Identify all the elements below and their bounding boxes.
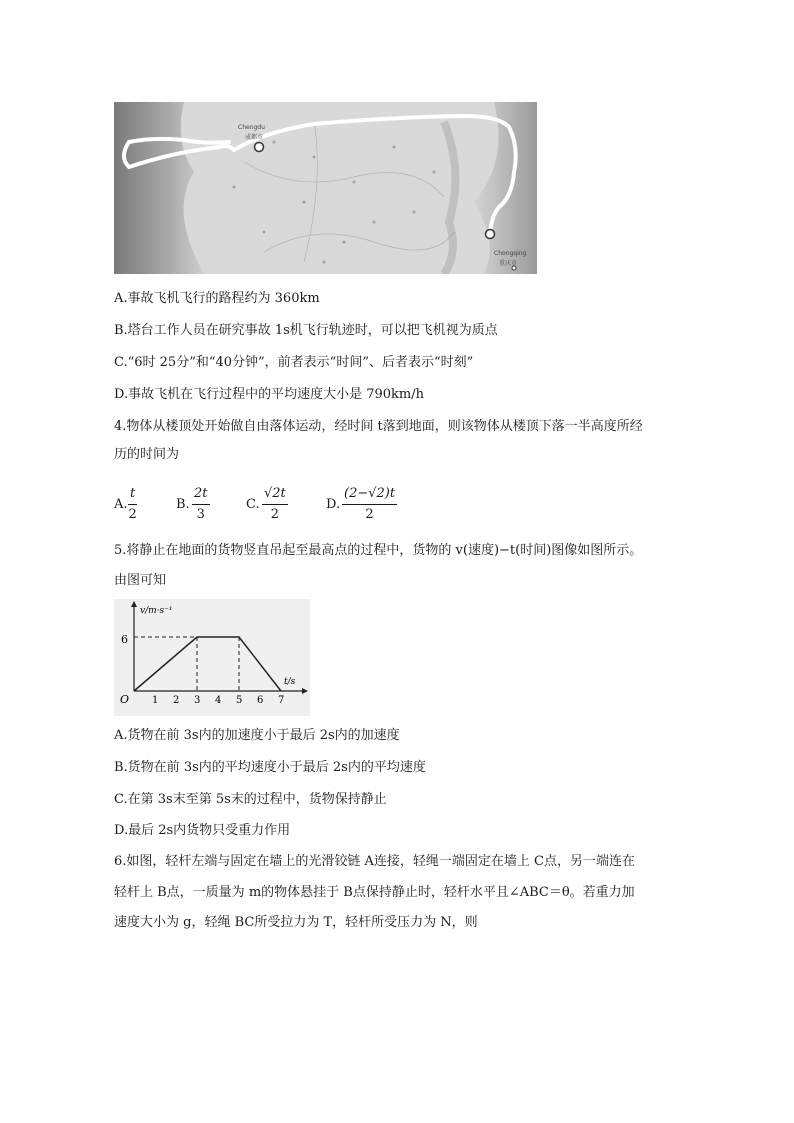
chengdu-marker-icon <box>255 143 264 152</box>
flight-path-map <box>114 102 537 274</box>
x-tick-label: 6 <box>257 695 264 706</box>
q6-stem-line1: 6.如图，轻杆左端与固定在墙上的光滑铰链 A连接，轻绳一端固定在墙上 C点，另一端连在 <box>114 854 636 869</box>
q3-option-a: A.事故飞机飞行的路程约为 360km <box>114 291 320 306</box>
map-graphic <box>114 102 537 274</box>
q4-stem-line2: 历的时间为 <box>114 447 180 462</box>
city-chengdu-en: Chengdu <box>238 124 265 131</box>
x-axis-label: t/s <box>284 677 296 687</box>
x-tick-label: 1 <box>152 695 159 706</box>
q3-option-c: C.“6时 25分”和“40分钟”，前者表示“时间”、后者表示“时刻” <box>114 355 474 370</box>
q3-option-d: D.事故飞机在飞行过程中的平均速度大小是 790km/h <box>114 387 424 402</box>
velocity-series-line <box>134 637 281 691</box>
x-tick-label: 5 <box>236 695 243 706</box>
city-chongqing-zh: 重庆市 <box>499 260 518 267</box>
q5-option-c: C.在第 3s末至第 5s末的过程中，货物保持静止 <box>114 792 387 807</box>
q4-stem-line1: 4.物体从楼顶处开始做自由落体运动，经时间 t落到地面，则该物体从楼顶下落一半高度所经 <box>114 419 643 434</box>
fraction: $\frac{√2t}{2}$ <box>264 486 286 522</box>
vt-graph-svg <box>114 599 310 716</box>
q6-stem-line2: 轻杆上 B点，一质量为 m的物体悬挂于 B点保持静止时，轻杆水平且∠ABC＝θ。若重力加 <box>114 885 635 900</box>
q5-stem-line1: 5.将静止在地面的货物竖直吊起至最高点的过程中，货物的 v(速度)−t(时间)图像如图所示。 <box>114 543 643 558</box>
fraction: $\frac{t}{2}$ <box>128 486 137 522</box>
city-chongqing-en: Chongqing <box>494 250 527 257</box>
q4-options: A. $\frac{t}{2}$ B. $\frac{2t}{3}$ C. $\frac{√2t}{2}$ D. $\frac{(2-√2)t}{2}$ <box>114 484 434 528</box>
q6-stem-line3: 速度大小为 g，轻绳 BC所受拉力为 T，轻杆所受压力为 N，则 <box>114 915 478 930</box>
q5-option-d: D.最后 2s内货物只受重力作用 <box>114 823 291 838</box>
y-tick-6: 6 <box>121 633 128 646</box>
origin-label: O <box>120 693 130 706</box>
chongqing-marker-icon <box>486 230 495 239</box>
q3-option-b: B.塔台工作人员在研究事故 1s机飞行轨迹时，可以把飞机视为质点 <box>114 323 498 338</box>
fraction: $\frac{(2-√2)t}{2}$ <box>344 486 396 522</box>
x-tick-label: 2 <box>173 695 180 706</box>
y-axis-arrow-icon <box>131 601 137 607</box>
vt-graph <box>114 599 310 716</box>
x-tick-label: 3 <box>194 695 201 706</box>
city-chengdu-zh: 成都市 <box>245 134 264 141</box>
x-tick-label: 4 <box>215 695 222 706</box>
q5-option-b: B.货物在前 3s内的平均速度小于最后 2s内的平均速度 <box>114 760 426 775</box>
x-axis-arrow-icon <box>302 688 308 694</box>
fraction: $\frac{2t}{3}$ <box>194 486 208 522</box>
q5-option-a: A.货物在前 3s内的加速度小于最后 2s内的加速度 <box>114 728 400 743</box>
q5-stem-line2: 由图可知 <box>114 573 167 588</box>
y-axis-label: v/m·s⁻¹ <box>140 606 173 616</box>
x-tick-label: 7 <box>278 695 285 706</box>
